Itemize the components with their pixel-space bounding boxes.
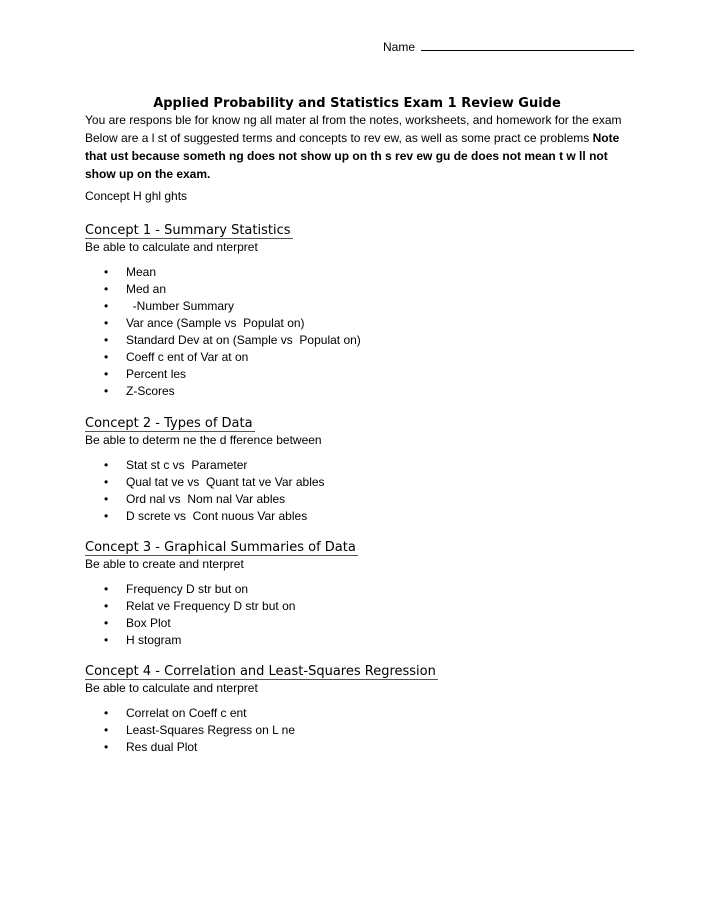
bullet-icon: • [104,599,109,613]
list-item-text: Mean [126,265,157,279]
list-item-text: Relat ve Frequency D str but on [126,599,296,613]
concept-highlights-label: Concept H ghl ghts [85,189,188,203]
list-item [85,383,645,400]
bullet-icon: • [104,333,109,347]
list-item [85,739,645,756]
list-item-text: Standard Dev at on (Sample vs Populat on) [126,333,361,347]
concept-2-section [85,414,645,525]
bullet-icon: • [104,350,109,364]
list-item-text: Ord nal vs Nom nal Var ables [126,492,286,506]
bullet-icon: • [104,509,109,523]
list-item [85,581,645,598]
bullet-icon: • [104,475,109,489]
list-item-text: Percent les [126,367,187,381]
concept-2-heading: Concept 2 - Types of Data [85,416,253,431]
intro-line-2 [85,129,635,183]
list-item-text: Var ance (Sample vs Populat on) [126,316,305,330]
intro-line-1: You are respons ble for know ng all mater al from the notes, worksheets, and homework for the exam [85,113,622,127]
concept-2-subtitle: Be able to determ ne the d fference between [85,433,322,447]
concept-4-section [85,662,645,756]
intro-note-start: Note that [85,131,620,163]
intro-note-rest: ust because someth ng does not show up on th s rev ew gu de does not mean t w ll not show up on the exam. [85,149,608,181]
list-item-text: Least-Squares Regress on L ne [126,723,295,737]
concept-4-heading: Concept 4 - Correlation and Least-Squares Regression [85,664,436,679]
intro-line-2-plain: Below are a l st of suggested terms and concepts to rev ew, as well as some pract ce problems [85,131,590,145]
list-item-text: -Number Summary [126,299,235,313]
list-item [85,474,645,491]
list-item-text: Box Plot [126,616,171,630]
list-item [85,491,645,508]
document-title: Applied Probability and Statistics Exam 1 Review Guide [153,96,561,111]
concept-3-section [85,538,645,649]
concept-1-heading: Concept 1 - Summary Statistics [85,223,291,238]
concept-2-list [85,457,645,525]
list-item [85,508,645,525]
list-item [85,349,645,366]
list-item [85,264,645,281]
list-item-text: Frequency D str but on [126,582,249,596]
list-item-text: Qual tat ve vs Quant tat ve Var ables [126,475,325,489]
intro-paragraph [85,111,635,183]
list-item [85,315,645,332]
bullet-icon: • [104,633,109,647]
list-item-text: Correlat on Coeff c ent [126,706,247,720]
list-item [85,632,645,649]
list-item [85,366,645,383]
concept-4-subtitle: Be able to calculate and nterpret [85,681,258,695]
list-item-text: Med an [126,282,167,296]
concept-3-list [85,581,645,649]
concept-1-list [85,264,645,400]
list-item [85,722,645,739]
bullet-icon: • [104,492,109,506]
concept-4-list [85,705,645,756]
bullet-icon: • [104,316,109,330]
bullet-icon: • [104,582,109,596]
bullet-icon: • [104,265,109,279]
list-item [85,598,645,615]
bullet-icon: • [104,458,109,472]
bullet-icon: • [104,282,109,296]
name-blank-line[interactable] [421,40,634,51]
list-item [85,457,645,474]
concept-3-heading: Concept 3 - Graphical Summaries of Data [85,540,356,555]
list-item [85,298,645,315]
bullet-icon: • [104,740,109,754]
bullet-icon: • [104,723,109,737]
list-item [85,281,645,298]
concept-1-section [85,221,645,400]
list-item-text: Z-Scores [126,384,175,398]
list-item [85,705,645,722]
list-item-text: Res dual Plot [126,740,198,754]
concept-3-subtitle: Be able to create and nterpret [85,557,244,571]
name-field[interactable] [383,40,634,54]
bullet-icon: • [104,299,109,313]
bullet-icon: • [104,384,109,398]
list-item [85,615,645,632]
list-item-text: Stat st c vs Parameter [126,458,248,472]
list-item [85,332,645,349]
name-label: Name [383,40,416,54]
list-item-text: Coeff c ent of Var at on [126,350,249,364]
bullet-icon: • [104,706,109,720]
list-item-text: H stogram [126,633,182,647]
concept-1-subtitle: Be able to calculate and nterpret [85,240,258,254]
bullet-icon: • [104,616,109,630]
list-item-text: D screte vs Cont nuous Var ables [126,509,308,523]
bullet-icon: • [104,367,109,381]
